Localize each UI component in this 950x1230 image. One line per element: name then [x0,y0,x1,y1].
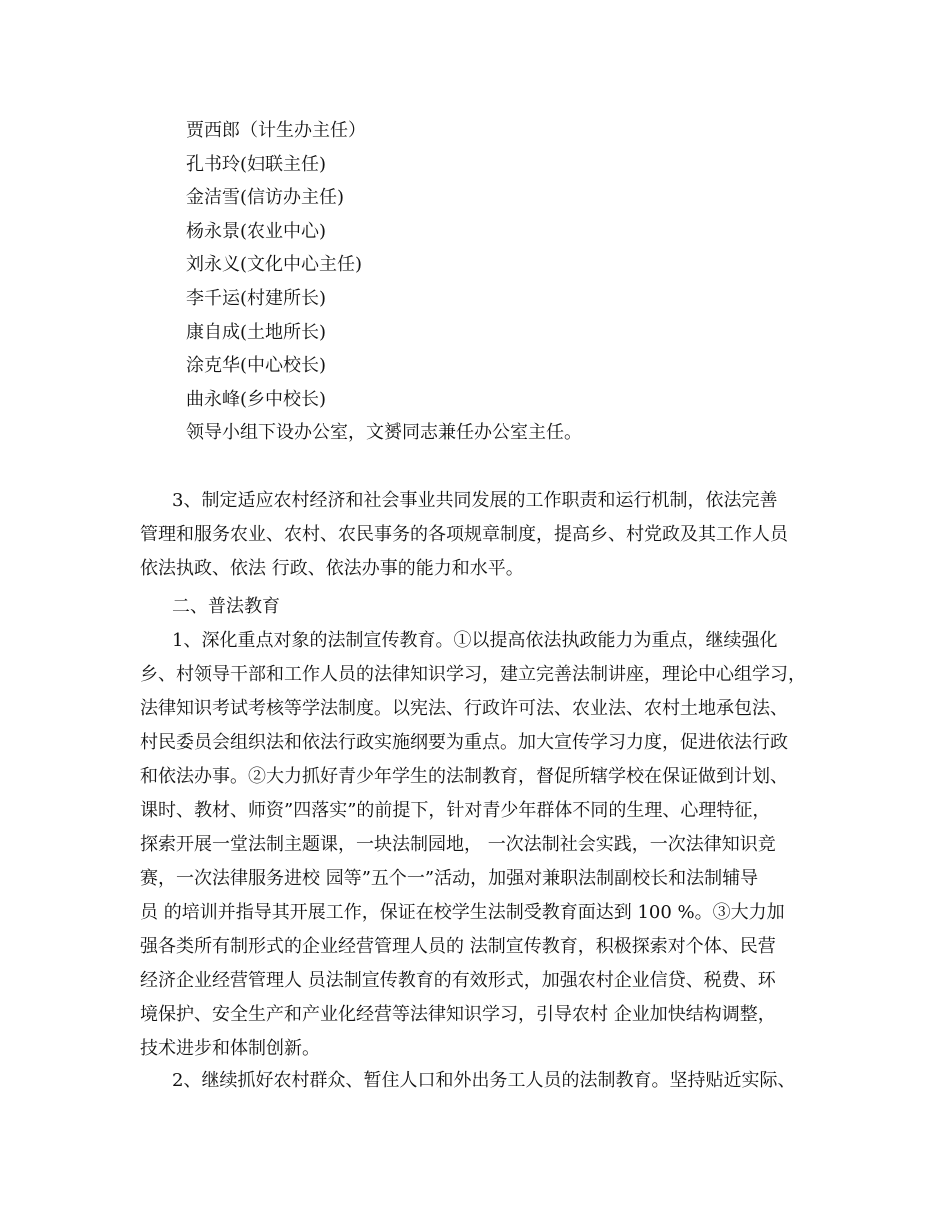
list-item: 孔书玲(妇联主任) [186,153,327,175]
list-item: 金洁雪(信访办主任) [186,187,345,209]
section-heading [140,590,840,624]
section-title: 二、普法教育 [172,596,280,617]
text-line: 境保护、安全生产和产业化经营等法律知识学习，引导农村 企业加快结构调整， [140,1004,776,1025]
text-line: 乡、村领导干部和工作人员的法律知识学习，建立完善法制讲座，理论中心组学习， [140,664,806,685]
list-item: 康自成(土地所长) [186,321,327,343]
text-line: 赛，一次法律服务进校 园等”五个一”活动，加强对兼职法制副校长和法制辅导 [140,868,759,889]
list-item: 杨永景(农业中心) [186,220,327,242]
text-line: 技术进步和体制创新。 [140,1038,320,1059]
list-item: 曲永峰(乡中校长) [186,388,327,410]
text-line: 村民委员会组织法和依法行政实施纲要为重点。加大宣传学习力度，促进依法行政 [140,732,788,753]
text-line: 员 的培训并指导其开展工作，保证在校学生法制受教育面达到 100 %。③大力加 [140,902,785,923]
text-line: 和依法办事。②大力抓好青少年学生的法制教育，督促所辖学校在保证做到计划、 [140,766,788,787]
text-line: 依法执政、依法 行政、依法办事的能力和水平。 [140,558,524,579]
list-item: 涂克华(中心校长) [186,355,327,377]
text-line: 课时、教材、师资”四落实”的前提下，针对青少年群体不同的生理、心理特征， [140,800,771,821]
list-item: 贾西郎（计生办主任） [186,120,366,141]
paragraph-1 [140,624,840,1066]
member-list [186,114,582,450]
text-line: 3、制定适应农村经济和社会事业共同发展的工作职责和运行机制，依法完善 [172,490,778,511]
list-item: 李千运(村建所长) [186,287,327,309]
text-line: 强各类所有制形式的企业经营管理人员的 法制宣传教育，积极探索对个体、民营 [140,936,776,957]
office-note: 领导小组下设办公室，文赟同志兼任办公室主任。 [186,422,582,444]
paragraph-3 [140,484,840,586]
list-item: 刘永义(文化中心主任) [186,254,363,276]
text-line: 经济企业经营管理人 员法制宣传教育的有效形式，加强农村企业信贷、税费、环 [140,970,776,991]
text-line: 法律知识考试考核等学法制度。以宪法、行政许可法、农业法、农村土地承包法、 [140,698,788,719]
text-line: 探索开展一堂法制主题课，一块法制园地， 一次法制社会实践，一次法律知识竞 [140,834,776,855]
paragraph-2 [140,1064,840,1098]
text-line: 1、深化重点对象的法制宣传教育。①以提高依法执政能力为重点，继续强化 [172,630,778,651]
text-line: 管理和服务农业、农村、农民事务的各项规章制度，提高乡、村党政及其工作人员 [140,524,788,545]
text-line: 2、继续抓好农村群众、暂住人口和外出务工人员的法制教育。坚持贴近实际、 [172,1070,796,1091]
